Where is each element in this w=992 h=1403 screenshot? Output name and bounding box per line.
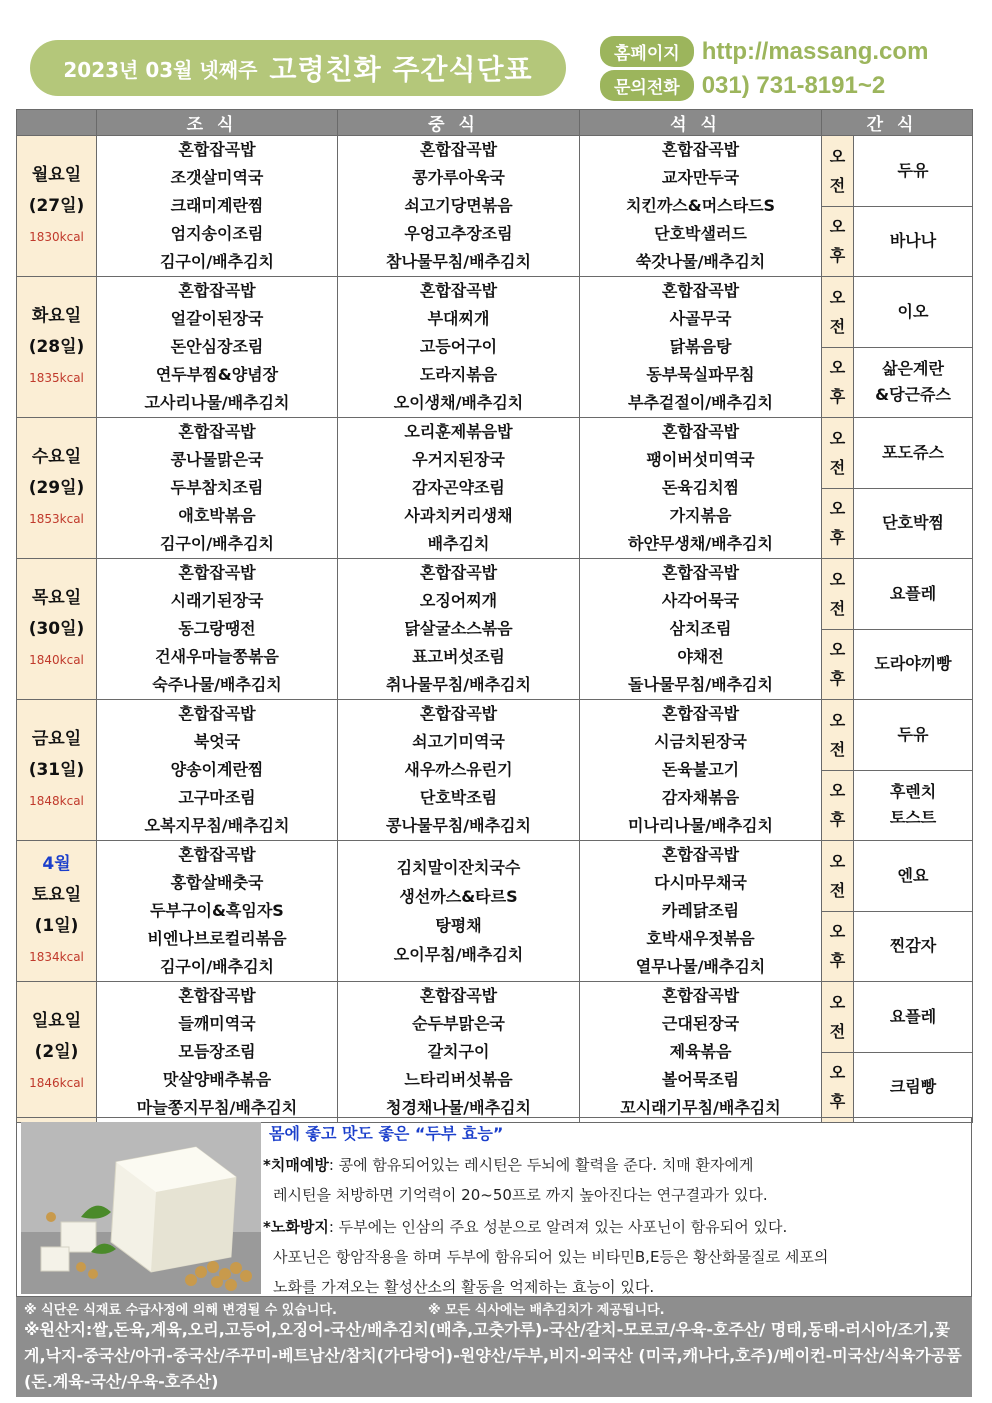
dinner-cell [580,841,822,982]
breakfast-cell [97,136,338,277]
lunch-item: 갈치구이 [427,1042,490,1061]
lunch-cell [338,982,580,1123]
footer-origin: ※원산지:쌀,돈육,계육,오리,고등어,오징어-국산/배추김치(배추,고춧가루)-국산/갈치-모로코/우육-호주산/ 명태,동태-러시아/조기,꽃게,낙지-중국산/아귀-중국산/주꾸미-베트남산/참치(가다랑어)-원양산/두부,비지-외국산 (미국,캐나다,호주)/베이컨-미국산/식육가공품(돈.계육-국산/우육-호주산) [24,1320,962,1391]
day-kcal: 1835kcal [29,370,84,385]
breakfast-item: 혼합잡곡밥 [178,986,256,1005]
breakfast-item: 얼갈이된장국 [170,309,264,328]
breakfast-item: 홍합살배춧국 [170,873,264,892]
breakfast-item: 오복지무침/배추김치 [144,816,290,835]
dinner-item: 혼합잡곡밥 [661,422,740,441]
am-label: 오 전 [822,841,854,912]
snack-am: 엔요 [854,841,973,912]
lunch-cell [338,136,580,277]
lunch-item: 혼합잡곡밥 [419,140,498,159]
breakfast-item: 마늘쫑지무침/배추김치 [136,1098,298,1117]
dinner-item: 혼합잡곡밥 [661,986,740,1005]
breakfast-item: 두부구이&흑임자S [150,901,284,920]
day-row-am [17,700,973,771]
lunch-cell [338,277,580,418]
tofu-image [21,1122,261,1294]
lunch-item: 혼합잡곡밥 [419,563,498,582]
breakfast-item: 김구이/배추김치 [159,534,275,553]
day-row-am [17,136,973,207]
am-label: 오 전 [822,700,854,771]
dinner-item: 혼합잡곡밥 [661,704,740,723]
dinner-cell [580,982,822,1123]
breakfast-item: 맛살양배추볶음 [162,1070,272,1089]
breakfast-item: 비엔나브로컬리볶음 [147,929,287,948]
pm-label: 오 후 [822,770,854,841]
breakfast-item: 연두부찜&양념장 [155,365,279,384]
lunch-cell [338,418,580,559]
am-label: 오 전 [822,418,854,489]
snack-pm: 크림빵 [854,1052,973,1123]
breakfast-item: 두부참치조림 [170,478,264,497]
dinner-cell [580,700,822,841]
col-lunch: 중식 [338,110,580,136]
breakfast-item: 혼합잡곡밥 [178,281,256,300]
day-cell [17,418,97,559]
day-date: (27일) [28,195,85,216]
lunch-cell [338,700,580,841]
pm-label: 오 후 [822,911,854,982]
breakfast-cell [97,700,338,841]
lunch-item: 취나물무침/배추김치 [386,675,531,694]
lunch-item: 콩나물무침/배추김치 [386,816,531,835]
day-date: (30일) [28,618,85,639]
lunch-item: 오리훈제볶음밥 [404,422,513,441]
aging-line [263,1216,787,1237]
day-cell [17,982,97,1123]
snack-pm: 도라야끼빵 [854,629,973,700]
homepage-row [600,36,928,67]
lunch-cell [338,841,580,982]
dinner-item: 야채전 [677,647,724,666]
day-cell [17,841,97,982]
lunch-item: 혼합잡곡밥 [419,704,498,723]
lunch-item: 오이무침/배추김치 [393,945,524,964]
breakfast-item: 고사리나물/배추김치 [144,393,290,412]
day-kcal: 1848kcal [29,793,84,808]
lunch-item: 고등어구이 [419,337,498,356]
pm-label: 오 후 [822,347,854,418]
day-date: (31일) [28,759,85,780]
day-cell [17,136,97,277]
lunch-item: 생선까스&타르S [399,887,518,906]
dinner-cell [580,559,822,700]
dinner-item: 돌나물무침/배추김치 [628,675,773,694]
dinner-item: 쑥갓나물/배추김치 [635,252,766,271]
breakfast-item: 들깨미역국 [178,1014,256,1033]
snack-pm: 바나나 [854,206,973,277]
lunch-item: 순두부맑은국 [412,1014,505,1033]
col-breakfast: 조식 [97,110,338,136]
day-name: 금요일 [31,728,82,749]
snack-am: 요플레 [854,559,973,630]
breakfast-item: 양송이계란찜 [170,760,264,779]
lunch-item: 사과치커리생채 [404,506,513,525]
pm-label: 오 후 [822,488,854,559]
breakfast-cell [97,559,338,700]
breakfast-cell [97,277,338,418]
pm-label: 오 후 [822,1052,854,1123]
dinner-item: 혼합잡곡밥 [661,140,740,159]
lunch-item: 느타리버섯볶음 [404,1070,513,1089]
dinner-item: 열무나물/배추김치 [635,957,766,976]
day-kcal: 1830kcal [29,229,84,244]
dinner-item: 카레닭조림 [661,901,740,920]
breakfast-item: 숙주나물/배추김치 [152,675,282,694]
breakfast-item: 엄지송이조림 [170,224,264,243]
dinner-item: 감자채볶음 [661,788,740,807]
aging-text-3: 노화를 가져오는 활성산소의 활동을 억제하는 효능이 있다. [273,1278,655,1296]
breakfast-item: 건새우마늘쫑볶음 [155,647,279,666]
dinner-item: 단호박샐러드 [654,224,747,243]
day-name: 일요일 [31,1010,82,1031]
day-row-am [17,418,973,489]
lunch-item: 오징어찌개 [419,591,498,610]
header-corner [17,110,97,136]
dinner-item: 호박새우젓볶음 [646,929,755,948]
lunch-item: 김치말이잔치국수 [396,858,521,877]
breakfast-item: 북엇국 [193,732,241,751]
phone-number: 031) 731-8191~2 [701,71,886,99]
breakfast-item: 혼합잡곡밥 [178,422,256,441]
aging-text: : 두부에는 인삼의 주요 성분으로 알려져 있는 사포닌이 함유되어 있다. [328,1218,788,1236]
day-name: 월요일 [31,164,82,185]
snack-pm: 찐감자 [854,911,973,982]
dinner-item: 미나리나물/배추김치 [628,816,773,835]
col-dinner: 석식 [580,110,822,136]
dementia-label: *치매예방 [263,1156,329,1174]
dinner-item: 돈육불고기 [661,760,740,779]
snack-am: 포도쥬스 [854,418,973,489]
dinner-item: 다시마무채국 [654,873,747,892]
lunch-item: 우엉고추장조림 [404,224,513,243]
lunch-item: 표고버섯조림 [412,647,505,666]
title-banner [30,40,566,96]
dementia-text: : 콩에 함유되어있는 레시틴은 두뇌에 활력을 준다. 치매 환자에게 [328,1156,754,1174]
lunch-item: 혼합잡곡밥 [419,986,498,1005]
am-label: 오 전 [822,277,854,348]
breakfast-item: 혼합잡곡밥 [178,140,256,159]
page-title: 고령친화 주간식단표 [269,53,533,86]
dementia-text-2: 레시틴을 처방하면 기억력이 20~50프로 까지 높아진다는 연구결과가 있다. [273,1186,768,1204]
lunch-item: 쇠고기당면볶음 [404,196,513,215]
dinner-item: 부추겉절이/배추김치 [628,393,773,412]
pm-label: 오 후 [822,629,854,700]
snack-pm: 단호박찜 [854,488,973,559]
lunch-item: 청경채나물/배추김치 [386,1098,531,1117]
breakfast-item: 애호박볶음 [178,506,256,525]
breakfast-cell [97,418,338,559]
day-date: (29일) [28,477,85,498]
dinner-cell [580,136,822,277]
am-label: 오 전 [822,982,854,1053]
breakfast-item: 조갯살미역국 [170,168,264,187]
am-label: 오 전 [822,559,854,630]
dinner-item: 치킨까스&머스타드S [625,196,776,215]
day-name: 수요일 [31,446,82,467]
day-cell [17,559,97,700]
tofu-info-box [16,1117,972,1297]
dinner-item: 사골무국 [669,309,732,328]
lunch-item: 감자곤약조림 [412,478,505,497]
dinner-item: 동부묵실파무침 [646,365,755,384]
lunch-item: 새우까스유린기 [404,760,513,779]
lunch-item: 단호박조림 [419,788,498,807]
lunch-item: 오이생채/배추김치 [393,393,524,412]
lunch-item: 쇠고기미역국 [412,732,505,751]
day-cell [17,700,97,841]
dinner-item: 근대된장국 [661,1014,740,1033]
homepage-badge: 홈페이지 [600,36,694,67]
dinner-item: 돈육김치찜 [661,478,740,497]
dinner-item: 교자만두국 [661,168,740,187]
aging-text-2: 사포닌은 항암작용을 하며 두부에 함유되어 있는 비타민B,E등은 황산화물질로 세포의 [273,1248,829,1266]
day-date: (28일) [28,336,85,357]
col-snack: 간식 [822,110,973,136]
breakfast-item: 동그랑땡전 [178,619,256,638]
dinner-item: 삼치조림 [669,619,732,638]
lunch-item: 도라지볶음 [419,365,498,384]
snack-pm: 삶은계란 &당근쥬스 [854,347,973,418]
dinner-item: 제육볶음 [669,1042,732,1061]
dinner-item: 혼합잡곡밥 [661,563,740,582]
breakfast-item: 김구이/배추김치 [159,252,275,271]
title-week: 2023년 03월 넷째주 [63,57,258,82]
snack-am: 요플레 [854,982,973,1053]
lunch-cell [338,559,580,700]
tofu-title: 몸에 좋고 맛도 좋은 “두부 효능” [269,1124,504,1143]
aging-label: *노화방지 [263,1218,329,1236]
breakfast-item: 혼합잡곡밥 [178,563,256,582]
am-label: 오 전 [822,136,854,207]
dinner-item: 사각어묵국 [661,591,740,610]
lunch-item: 부대찌개 [427,309,490,328]
dinner-item: 꼬시래기무침/배추김치 [620,1098,781,1117]
day-row-am [17,841,973,912]
day-kcal: 1853kcal [29,511,84,526]
day-kcal: 1834kcal [29,950,84,964]
day-name: 목요일 [31,587,82,608]
breakfast-item: 콩나물맑은국 [170,450,264,469]
breakfast-item: 크래미계란찜 [170,196,264,215]
breakfast-item: 모듬장조림 [178,1042,256,1061]
dinner-item: 하얀무생채/배추김치 [628,534,773,553]
breakfast-item: 혼합잡곡밥 [178,845,256,864]
day-row-am [17,277,973,348]
lunch-item: 혼합잡곡밥 [419,281,498,300]
footer-note-change: ※ 식단은 식재료 수급사정에 의해 변경될 수 있습니다. [24,1303,337,1318]
dinner-item: 혼합잡곡밥 [661,845,740,864]
day-date: (2일) [34,1041,79,1062]
day-date: (1일) [34,916,79,936]
homepage-link[interactable]: http://massang.com [701,37,929,65]
dinner-item: 가지볶음 [669,506,732,525]
snack-am: 두유 [854,700,973,771]
day-row-am [17,559,973,630]
lunch-item: 닭살굴소스볶음 [404,619,513,638]
day-kcal: 1840kcal [29,652,84,667]
footer [16,1297,972,1397]
dinner-item: 혼합잡곡밥 [661,281,740,300]
breakfast-cell [97,841,338,982]
day-name: 화요일 [31,305,82,326]
breakfast-item: 돈안심장조림 [170,337,264,356]
lunch-item: 우거지된장국 [412,450,505,469]
dinner-item: 팽이버섯미역국 [646,450,755,469]
day-cell [17,277,97,418]
dinner-item: 닭볶음탕 [669,337,732,356]
day-kcal: 1846kcal [29,1075,84,1090]
lunch-item: 콩가루아욱국 [412,168,505,187]
breakfast-item: 시래기된장국 [170,591,264,610]
footer-note-kimchi: ※ 모든 식사에는 배추김치가 제공됩니다. [428,1303,665,1318]
snack-am: 두유 [854,136,973,207]
lunch-item: 참나물무침/배추김치 [386,252,531,271]
phone-badge: 문의전화 [600,70,694,101]
menu-table [16,109,973,1123]
dinner-item: 시금치된장국 [654,732,747,751]
dinner-item: 볼어묵조림 [661,1070,740,1089]
breakfast-cell [97,982,338,1123]
snack-am: 이오 [854,277,973,348]
lunch-item: 탕평채 [435,916,482,935]
lunch-item: 배추김치 [427,534,490,553]
day-row-am [17,982,973,1053]
breakfast-item: 혼합잡곡밥 [178,704,256,723]
breakfast-item: 김구이/배추김치 [159,957,275,976]
day-name: 토요일 [31,885,82,905]
phone-row [600,70,885,101]
day-month: 4월 [42,854,71,874]
pm-label: 오 후 [822,206,854,277]
breakfast-item: 고구마조림 [178,788,256,807]
dinner-cell [580,277,822,418]
dinner-cell [580,418,822,559]
snack-pm: 후렌치 토스트 [854,770,973,841]
dementia-line [263,1154,754,1175]
table-header-row [17,110,973,136]
